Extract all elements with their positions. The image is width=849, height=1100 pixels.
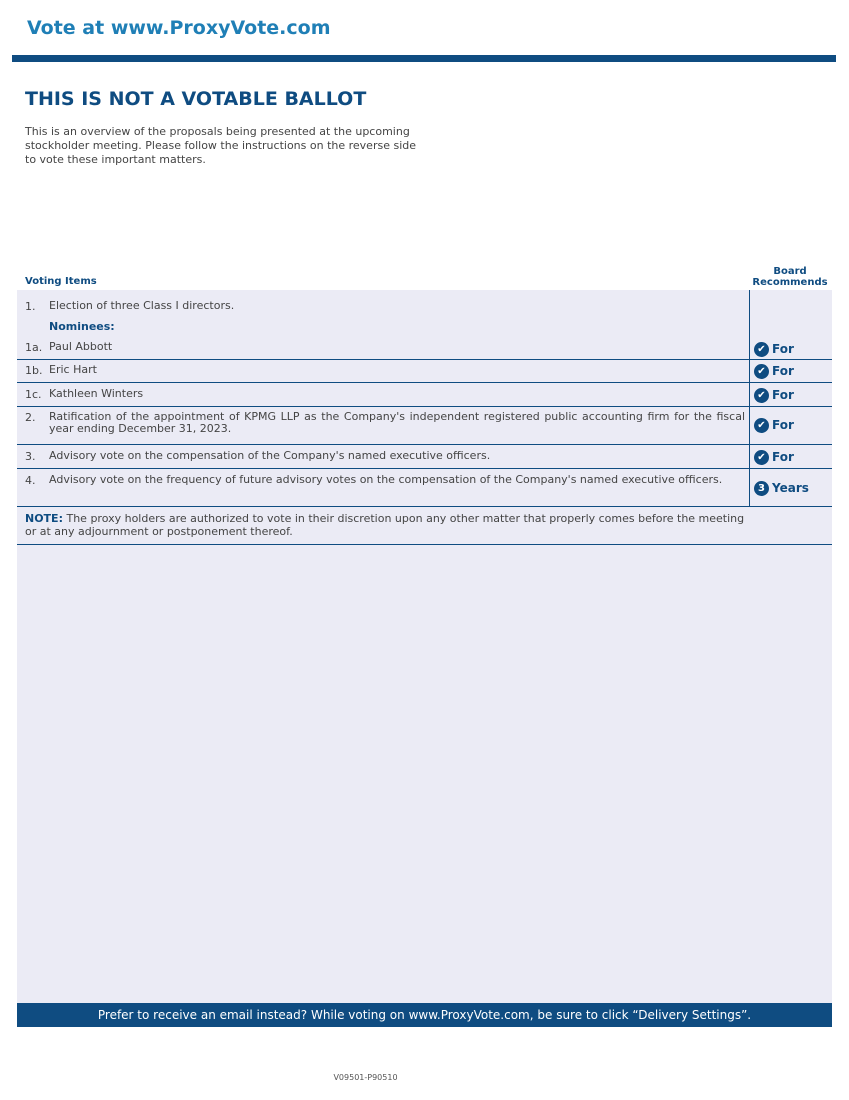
check-circle-icon: ✔ (754, 388, 769, 403)
recommendation-label: Years (772, 481, 809, 495)
item-number: 2. (25, 411, 36, 424)
board-recommendation (754, 386, 832, 404)
check-circle-icon: ✔ (754, 450, 769, 465)
recommendation-label: For (772, 388, 794, 402)
item-number: 1b. (25, 364, 43, 377)
recommendation-label: For (772, 450, 794, 464)
item-number: 1a. (25, 341, 43, 354)
voting-items-header: Voting Items (25, 276, 97, 287)
recommendation-label: For (772, 364, 794, 378)
board-recommendation (754, 340, 832, 358)
rec-column-divider (749, 290, 750, 506)
nominee-name: Paul Abbott (49, 340, 113, 353)
item-number: 4. (25, 474, 36, 487)
nominee-name: Eric Hart (49, 363, 97, 376)
row-divider (17, 359, 832, 360)
voting-panel (17, 290, 832, 1027)
item-number: 1. (25, 300, 36, 313)
item-number: 3. (25, 450, 36, 463)
board-recommendation (754, 416, 832, 434)
board-recommendation (754, 448, 832, 466)
header-divider (12, 55, 836, 62)
recommendation-label: For (772, 418, 794, 432)
item-text: Ratification of the appointment of KPMG LLP as the Company's independent registered public accounting firm for the fiscal year ending December 31, 2023. (49, 410, 745, 435)
board-header-line2: Recommends (752, 277, 828, 288)
intro-text: This is an overview of the proposals being presented at the upcoming stockholder meeting. Please follow the instructions on the reverse side to vote these important matters. (25, 125, 417, 166)
note-body: The proxy holders are authorized to vote in their discretion upon any other matter that properly comes before the meeting or at any adjournment or postponement thereof. (25, 512, 745, 538)
board-recommendation (754, 362, 832, 380)
row-divider (17, 382, 832, 383)
check-circle-icon: ✔ (754, 418, 769, 433)
note-divider (17, 544, 832, 545)
nominees-label: Nominees: (49, 320, 115, 333)
row-divider (17, 444, 832, 445)
board-recommendation (754, 479, 832, 497)
item-text: Advisory vote on the compensation of the Company's named executive officers. (49, 449, 491, 462)
board-recommends-header (749, 266, 831, 288)
document-code: V09501-P90510 (333, 1073, 398, 1082)
row-divider (17, 406, 832, 407)
note-text (25, 512, 750, 538)
board-header-line1: Board (773, 266, 807, 277)
check-circle-icon: ✔ (754, 342, 769, 357)
page-title: THIS IS NOT A VOTABLE BALLOT (25, 88, 367, 110)
number-3-badge-icon: 3 (754, 481, 769, 496)
email-delivery-banner: Prefer to receive an email instead? While voting on www.ProxyVote.com, be sure to click “Delivery Settings”. (17, 1003, 832, 1027)
item-number: 1c. (25, 388, 42, 401)
item-text: Election of three Class I directors. (49, 299, 235, 312)
note-label: NOTE: (25, 512, 63, 525)
item-text: Advisory vote on the frequency of future advisory votes on the compensation of the Company's named executive officers. (49, 473, 723, 486)
row-divider (17, 468, 832, 469)
proxyvote-link[interactable]: Vote at www.ProxyVote.com (27, 17, 331, 39)
row-divider (17, 506, 832, 507)
nominee-name: Kathleen Winters (49, 387, 144, 400)
check-circle-icon: ✔ (754, 364, 769, 379)
recommendation-label: For (772, 342, 794, 356)
